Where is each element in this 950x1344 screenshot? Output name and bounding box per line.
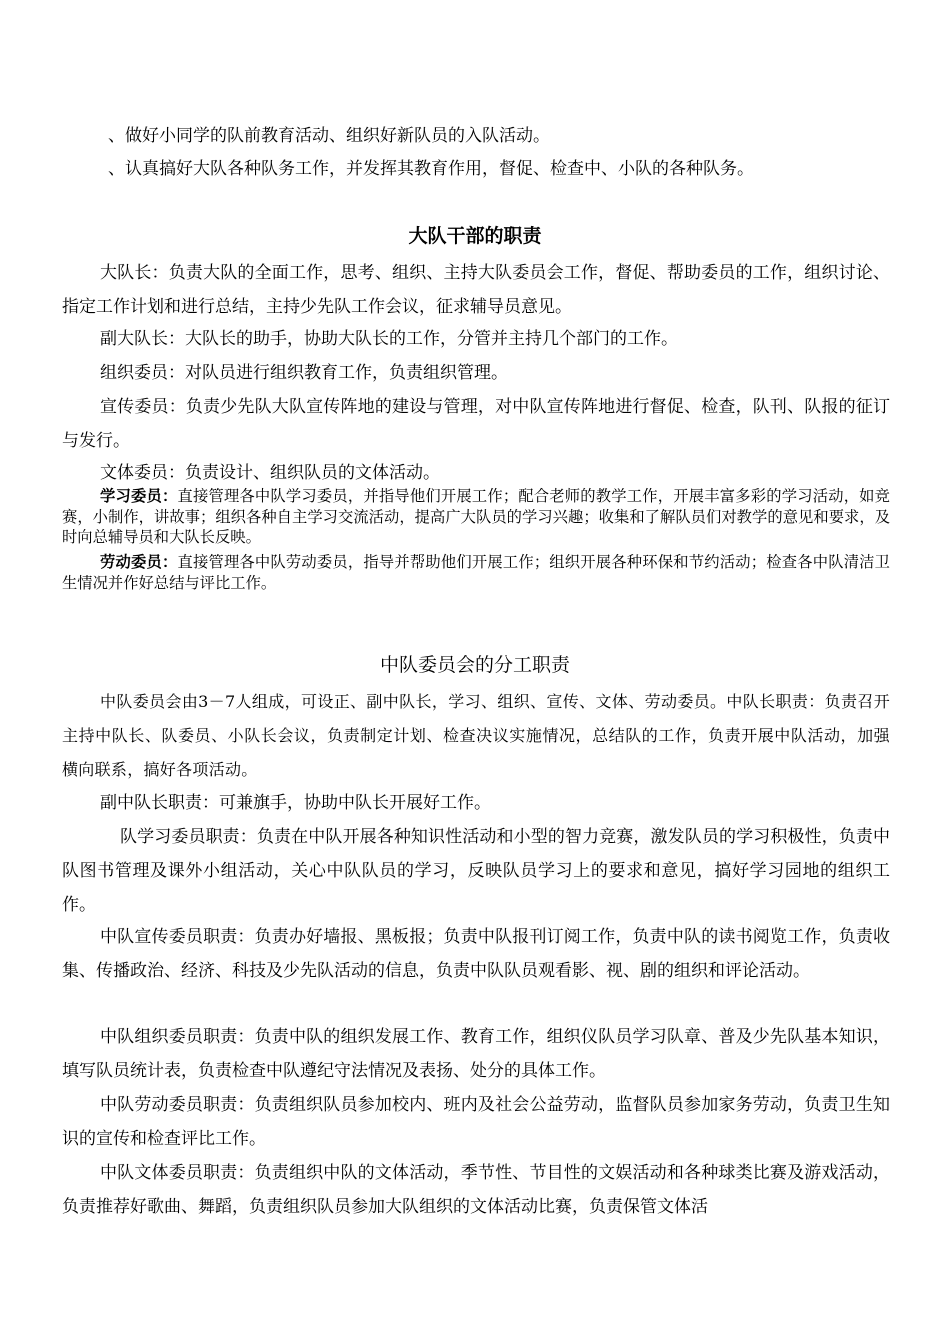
brigade-organization-duty: 组织委员：对队员进行组织教育工作，负责组织管理。: [100, 363, 508, 383]
top-item-2: 、认真搞好大队各种队务工作，并发挥其教育作用，督促、检查中、小队的各种队务。: [108, 159, 754, 179]
brigade-captain-duty: 大队长：负责大队的全面工作，思考、组织、主持大队委员会工作，督促、帮助委员的工作，组织讨论、指定工作计划和进行总结，主持少先队工作会议，征求辅导员意见。: [62, 263, 890, 317]
brigade-publicity-duty: 宣传委员：负责少先队大队宣传阵地的建设与管理，对中队宣传阵地进行督促、检查，队刊、队报的征订与发行。: [62, 397, 890, 451]
squadron-study-duty: 队学习委员职责：负责在中队开展各种知识性活动和小型的智力竞赛，激发队员的学习积极性，负责中队图书管理及课外小组活动，关心中队队员的学习，反映队员学习上的要求和意见，搞好学习园地的组织工作。: [62, 827, 890, 915]
squadron-organization-duty: 中队组织委员职责：负责中队的组织发展工作、教育工作，组织仪队员学习队章、普及少先队基本知识，填写队员统计表，负责检查中队遵纪守法情况及表扬、处分的具体工作。: [62, 1027, 890, 1081]
labor-label: 劳动委员：: [100, 553, 178, 571]
brigade-culture-duty: 文体委员：负责设计、组织队员的文体活动。: [100, 463, 440, 483]
section-title-squadron: 中队委员会的分工职责: [379, 654, 570, 676]
squadron-labor-duty: 中队劳动委员职责：负责组织队员参加校内、班内及社会公益劳动，监督队员参加家务劳动，负责卫生知识的宣传和检查评比工作。: [62, 1095, 890, 1149]
squadron-culture-duty: 中队文体委员职责：负责组织中队的文体活动，季节性、节目性的文娱活动和各种球类比赛及游戏活动，负责推荐好歌曲、舞蹈，负责组织队员参加大队组织的文体活动比赛，负责保管文体活: [62, 1163, 890, 1217]
squadron-intro: 中队委员会由3－7人组成，可设正、副中队长，学习、组织、宣传、文体、劳动委员。中队长职责：负责召开主持中队长、队委员、小队长会议，负责制定计划、检查决议实施情况，总结队的工作，负责开展中队活动，加强横向联系，搞好各项活动。: [62, 692, 890, 779]
study-text: 直接管理各中队学习委员，并指导他们开展工作；配合老师的教学工作，开展丰富多彩的学习活动，如竞赛，小制作，讲故事；组织各种自主学习交流活动，提高广大队员的学习兴趣；收集和了解队员们对教学的意见和要求，及时向总辅导员和大队长反映。: [62, 487, 890, 546]
brigade-study-duty: [62, 486, 890, 548]
top-item-1: 、做好小同学的队前教育活动、组织好新队员的入队活动。: [108, 126, 550, 146]
section-title-brigade: 大队干部的职责: [408, 225, 542, 247]
brigade-labor-duty: [62, 552, 890, 593]
brigade-vice-captain-duty: 副大队长：大队长的助手，协助大队长的工作，分管并主持几个部门的工作。: [100, 329, 678, 349]
squadron-vice-captain-duty: 副中队长职责：可兼旗手，协助中队长开展好工作。: [100, 793, 491, 813]
labor-text: 直接管理各中队劳动委员，指导并帮助他们开展工作；组织开展各种环保和节约活动；检查各中队清洁卫生情况并作好总结与评比工作。: [62, 553, 890, 592]
study-label: 学习委员：: [100, 487, 178, 505]
squadron-publicity-duty: 中队宣传委员职责：负责办好墙报、黑板报；负责中队报刊订阅工作，负责中队的读书阅览工作，负责收集、传播政治、经济、科技及少先队活动的信息，负责中队队员观看影、视、剧的组织和评论活动。: [62, 927, 890, 981]
